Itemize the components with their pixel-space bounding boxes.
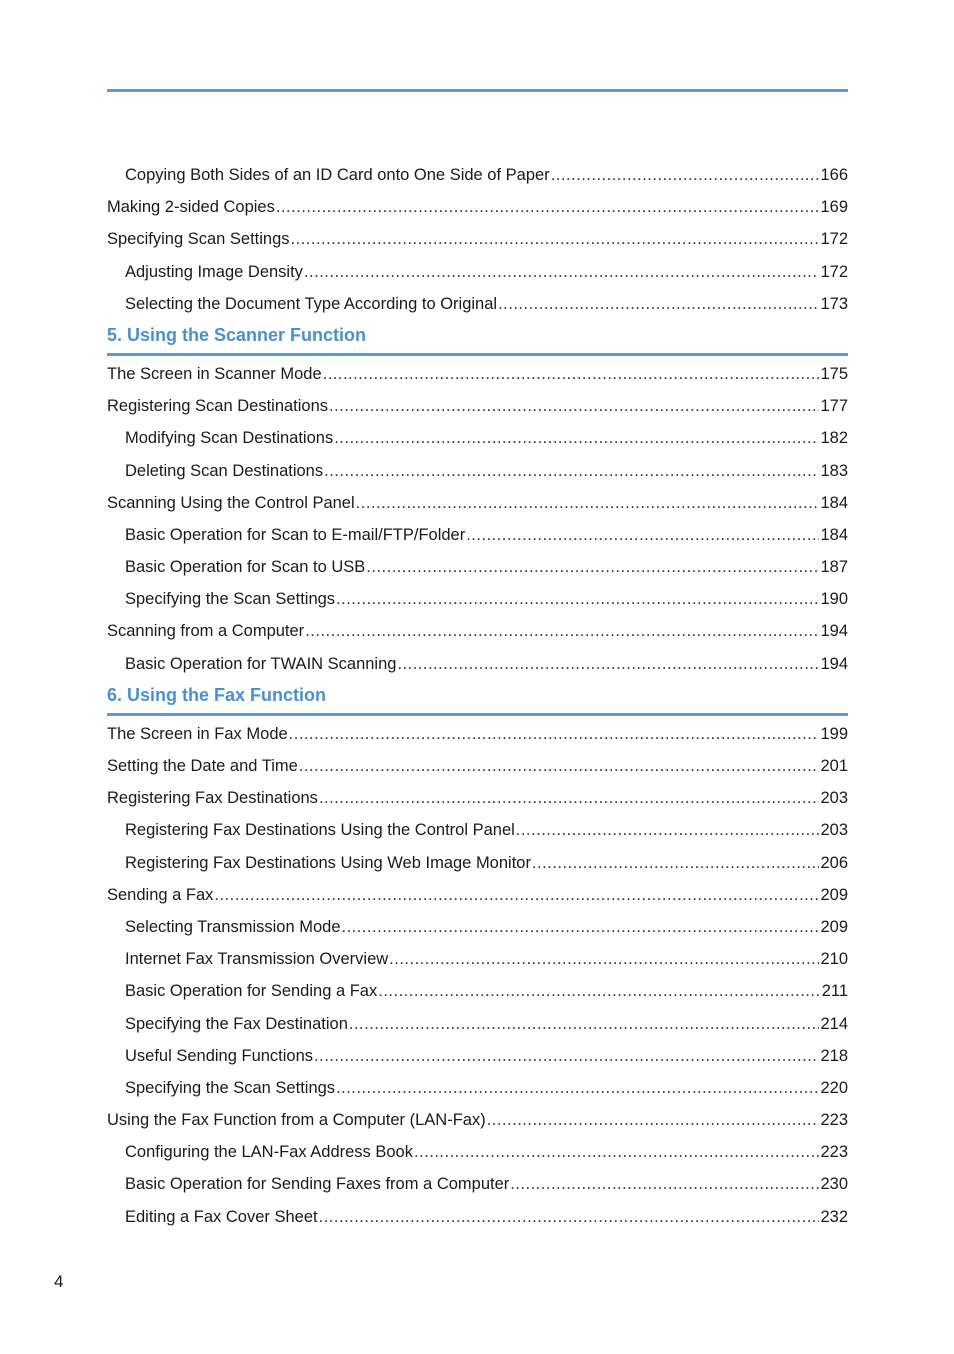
toc-entry[interactable]	[107, 256, 848, 288]
toc-entry-page: 211	[821, 982, 848, 1001]
toc-entry-title: Useful Sending Functions	[125, 1046, 314, 1065]
toc-entry[interactable]	[107, 191, 848, 223]
dot-leader	[323, 358, 820, 390]
toc-entry-title: The Screen in Fax Mode	[107, 724, 288, 743]
dot-leader	[516, 814, 820, 846]
toc-entry-page: 203	[820, 789, 848, 808]
toc-entry-page: 194	[820, 622, 848, 641]
dot-leader	[319, 1201, 820, 1233]
toc-entry-page: 210	[820, 950, 848, 969]
toc-entry-title: Deleting Scan Destinations	[125, 461, 324, 480]
toc-entry-page: 169	[820, 198, 848, 217]
toc-entry[interactable]	[107, 1168, 848, 1200]
toc-entry-title: Setting the Date and Time	[107, 757, 298, 775]
toc-entry-title: Basic Operation for Sending a Fax	[125, 982, 378, 1001]
toc-entry[interactable]	[107, 648, 848, 680]
header-rule	[107, 89, 848, 92]
toc-entry-title: Registering Scan Destinations	[107, 397, 329, 416]
toc-entry[interactable]	[107, 718, 848, 750]
toc-entry[interactable]	[107, 1201, 848, 1233]
toc-entry[interactable]	[107, 519, 848, 551]
toc-entry-page: 182	[820, 429, 848, 448]
toc-entry-page: 184	[820, 525, 848, 544]
table-of-contents	[107, 159, 848, 1233]
dot-leader	[356, 487, 820, 519]
toc-entry[interactable]	[107, 975, 848, 1007]
dot-leader	[299, 750, 820, 782]
dot-leader	[397, 648, 819, 680]
dot-leader	[214, 879, 819, 911]
toc-entry-title: Scanning Using the Control Panel	[107, 493, 355, 512]
toc-entry-title: Selecting the Document Type According to Original	[125, 294, 498, 313]
toc-entry-page: 230	[820, 1175, 848, 1194]
dot-leader	[305, 615, 819, 647]
toc-entry-page: 190	[820, 590, 848, 609]
toc-entry[interactable]	[107, 814, 848, 846]
toc-entry-page: 201	[820, 757, 848, 775]
toc-entry-title: Configuring the LAN-Fax Address Book	[125, 1143, 413, 1162]
dot-leader	[498, 288, 819, 320]
toc-entry-page: 172	[820, 230, 848, 249]
dot-leader	[314, 1040, 819, 1072]
toc-entry[interactable]	[107, 782, 848, 814]
dot-leader	[378, 975, 820, 1007]
dot-leader	[389, 943, 819, 975]
toc-entry-title: Scanning from a Computer	[107, 622, 305, 641]
toc-entry[interactable]	[107, 159, 848, 191]
chapter-heading[interactable]: 6. Using the Fax Function	[107, 680, 848, 716]
dot-leader	[414, 1136, 819, 1168]
toc-entry-page: 209	[820, 885, 848, 904]
toc-entry-page: 209	[820, 917, 848, 936]
toc-entry-page: 175	[820, 364, 848, 383]
toc-entry-title: Basic Operation for TWAIN Scanning	[125, 654, 397, 673]
toc-entry-title: Specifying the Scan Settings	[125, 590, 336, 609]
toc-entry-page: 183	[820, 461, 848, 480]
toc-entry-page: 194	[820, 654, 848, 673]
dot-leader	[304, 256, 820, 288]
toc-entry-title: Specifying Scan Settings	[107, 230, 290, 249]
dot-leader	[342, 911, 820, 943]
toc-entry-title: Editing a Fax Cover Sheet	[125, 1207, 318, 1226]
dot-leader	[551, 159, 820, 191]
toc-entry-page: 206	[820, 853, 848, 872]
dot-leader	[276, 191, 820, 223]
dot-leader	[324, 455, 819, 487]
toc-entry-title: Selecting Transmission Mode	[125, 917, 341, 936]
toc-entry[interactable]	[107, 390, 848, 422]
toc-entry-page: 232	[820, 1207, 848, 1226]
toc-entry[interactable]	[107, 847, 848, 879]
toc-entry[interactable]	[107, 943, 848, 975]
toc-entry-title: Making 2-sided Copies	[107, 198, 275, 217]
toc-entry-title: Basic Operation for Sending Faxes from a Computer	[125, 1175, 510, 1194]
toc-entry-title: The Screen in Scanner Mode	[107, 364, 322, 383]
chapter-heading[interactable]: 5. Using the Scanner Function	[107, 320, 848, 356]
toc-entry-page: 187	[820, 558, 848, 577]
dot-leader	[349, 1008, 820, 1040]
toc-entry-title: Adjusting Image Density	[125, 262, 303, 281]
toc-entry-page: 220	[820, 1078, 848, 1097]
dot-leader	[336, 1072, 819, 1104]
dot-leader	[319, 782, 820, 814]
toc-entry-page: 203	[820, 821, 848, 840]
toc-entry-title: Sending a Fax	[107, 885, 214, 904]
toc-entry[interactable]	[107, 288, 848, 320]
dot-leader	[366, 551, 819, 583]
toc-entry-page: 199	[820, 724, 848, 743]
toc-entry-title: Registering Fax Destinations Using the Control Panel	[125, 821, 515, 840]
toc-entry-page: 177	[820, 397, 848, 416]
toc-entry-title: Registering Fax Destinations	[107, 789, 318, 808]
toc-entry[interactable]	[107, 1008, 848, 1040]
toc-entry[interactable]	[107, 551, 848, 583]
toc-entry-title: Basic Operation for Scan to USB	[125, 558, 366, 577]
toc-entry[interactable]	[107, 358, 848, 390]
toc-entry-title: Specifying the Fax Destination	[125, 1014, 348, 1033]
toc-entry[interactable]	[107, 1072, 848, 1104]
toc-entry[interactable]	[107, 487, 848, 519]
dot-leader	[487, 1104, 820, 1136]
dot-leader	[334, 422, 819, 454]
toc-entry-title: Copying Both Sides of an ID Card onto One Side of Paper	[125, 166, 550, 184]
toc-entry[interactable]	[107, 422, 848, 454]
dot-leader	[329, 390, 819, 422]
toc-entry-page: 218	[820, 1046, 848, 1065]
toc-entry[interactable]	[107, 583, 848, 615]
toc-entry[interactable]	[107, 1040, 848, 1072]
toc-entry[interactable]	[107, 911, 848, 943]
toc-entry[interactable]	[107, 1136, 848, 1168]
toc-entry[interactable]	[107, 223, 848, 255]
toc-entry-page: 172	[820, 262, 848, 281]
toc-entry-page: 166	[820, 166, 848, 184]
toc-entry[interactable]	[107, 1104, 848, 1136]
toc-entry-page: 184	[820, 493, 848, 512]
toc-entry-title: Modifying Scan Destinations	[125, 429, 334, 448]
dot-leader	[510, 1168, 819, 1200]
toc-entry-page: 223	[820, 1143, 848, 1162]
toc-entry[interactable]	[107, 615, 848, 647]
toc-entry[interactable]	[107, 455, 848, 487]
toc-entry-page: 173	[820, 294, 848, 313]
toc-entry-title: Registering Fax Destinations Using Web Image Monitor	[125, 853, 531, 872]
toc-entry-title: Using the Fax Function from a Computer (LAN-Fax)	[107, 1111, 486, 1130]
dot-leader	[336, 583, 819, 615]
toc-entry-title: Basic Operation for Scan to E-mail/FTP/Folder	[125, 525, 466, 544]
toc-entry-page: 214	[820, 1014, 848, 1033]
toc-entry[interactable]	[107, 750, 848, 782]
toc-entry-title: Specifying the Scan Settings	[125, 1078, 336, 1097]
toc-entry-page: 223	[820, 1111, 848, 1130]
dot-leader	[532, 847, 820, 879]
page-number: 4	[54, 1272, 64, 1291]
dot-leader	[289, 718, 820, 750]
toc-entry-title: Internet Fax Transmission Overview	[125, 950, 389, 969]
dot-leader	[466, 519, 819, 551]
toc-entry[interactable]	[107, 879, 848, 911]
dot-leader	[291, 223, 820, 255]
